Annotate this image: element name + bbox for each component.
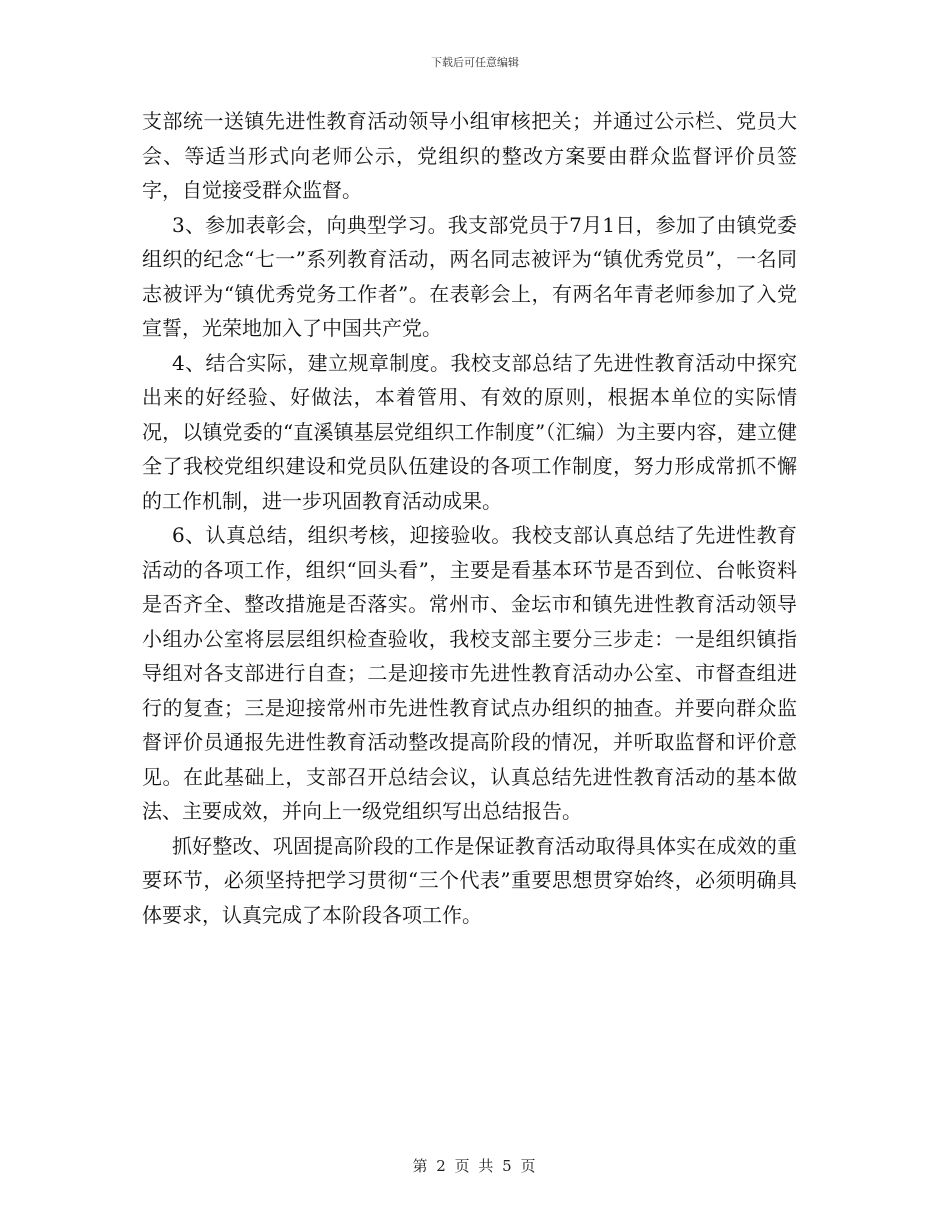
page-number: 第 2 页 共 5 页 — [412, 1157, 538, 1175]
paragraph-continuation: 支部统一送镇先进性教育活动领导小组审核把关；并通过公示栏、党员大会、等适当形式向老师公示，党组织的整改方案要由群众监督评价员签字，自觉接受群众监督。 — [142, 109, 797, 202]
paragraph-item-4: 4、结合实际，建立规章制度。我校支部总结了先进性教育活动中探究出来的好经验、好做法，本着管用、有效的原则，根据本单位的实际情况，以镇党委的“直溪镇基层党组织工作制度”（汇编）为主要内容，建立健全了我校党组织建设和党员队伍建设的各项工作制度，努力形成常抓不懈的工作机制，进一步巩固教育活动成果。 — [142, 350, 797, 513]
paragraph-conclusion: 抓好整改、巩固提高阶段的工作是保证教育活动取得具体实在成效的重要环节，必须坚持把学习贯彻“三个代表”重要思想贯穿始终，必须明确具体要求，认真完成了本阶段各项工作。 — [142, 833, 797, 927]
paragraph-item-3: 3、参加表彰会，向典型学习。我支部党员于7月1日，参加了由镇党委组织的纪念“七一”系列教育活动，两名同志被评为“镇优秀党员”，一名同志被评为“镇优秀党务工作者”。在表彰会上，有两名年青老师参加了入党宣誓，光荣地加入了中国共产党。 — [142, 212, 797, 340]
document-body — [142, 104, 797, 932]
paragraph-item-6: 6、认真总结，组织考核，迎接验收。我校支部认真总结了先进性教育活动的各项工作，组织“回头看”，主要是看基本环节是否到位、台帐资料是否齐全、整改措施是否落实。常州市、金坛市和镇先进性教育活动领导小组办公室将层层组织检查验收，我校支部主要分三步走：一是组织镇指导组对各支部进行自查；二是迎接市先进性教育活动办公室、市督查组进行的复查；三是迎接常州市先进性教育试点办组织的抽查。并要向群众监督评价员通报先进性教育活动整改提高阶段的情况，并听取监督和评价意见。在此基础上，支部召开总结会议，认真总结先进性教育活动的基本做法、主要成效，并向上一级党组织写出总结报告。 — [142, 523, 797, 823]
page-header: 下载后可任意编辑 — [431, 56, 519, 69]
